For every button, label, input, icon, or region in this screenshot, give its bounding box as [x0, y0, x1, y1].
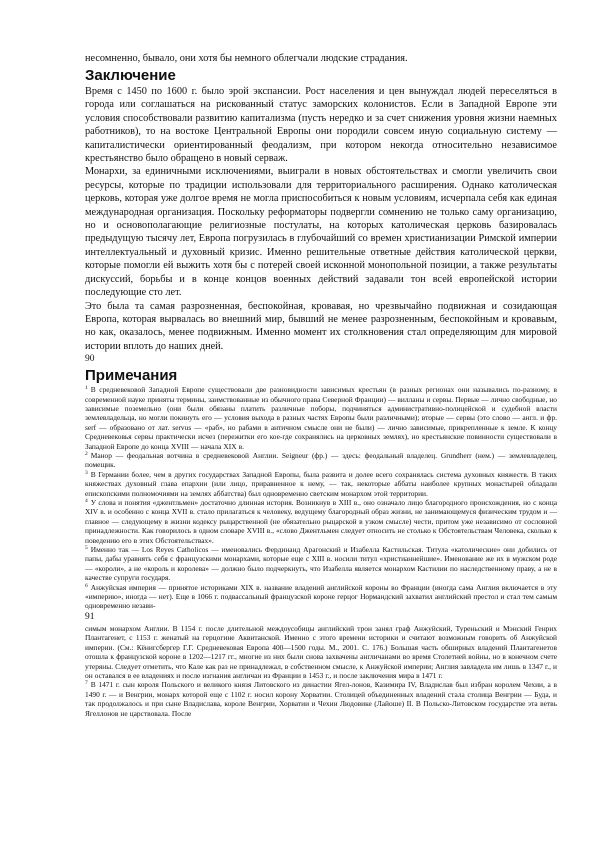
note-text: Именно так — Los Reyes Catholicos — именовались Фердинанд Арагонский и Изабелла Кастильская. Титула «католические» они добились от папы, дабы уравнять себя с французскими монархами, которые еще с XIII в. носили титул «христианнейшие». Именование же их в мужском роде — «короли», а не «король и королева» — должно было подчеркнуть, что Изабелла является монархом Кастилии по наследственному праву, а не в качестве супруги государя. — [85, 545, 557, 583]
conclusion-paragraph-1: Время с 1450 по 1600 г. было эрой экспансии. Рост населения и цен вынуждал людей переселяться в города или соглашаться на рискованный статус заморских колонистов. Если в Западной Европе эти условия способствовали развитию капитализма (пусть нередко и за счет снижения уровня жизни наемных работников), то на востоке Центральной Европы они породили совсем иную социальную систему — капиталистически ориентированный феодализм, при котором некогда относительно независимое крестьянство было обращено в новый серваж. — [85, 86, 557, 165]
note-7 — [85, 680, 557, 718]
note-number: 2 — [85, 450, 88, 457]
page-number-91: 91 — [85, 611, 95, 622]
note-text: У слова и понятия «джентльмен» достаточно длинная история. Возникнув в XIII в., оно означало лицо благородного происхождения, но с конца XIV в. и особенно с конца XVII в. стало прилагаться к человеку, ведущему благородный образ жизни, не занимающемуся физическим трудом и — главное — следующему в жизни кодексу рыцарственной (не обязательно рыцарской в узком смысле) чести, притом уже независимо от сословной принадлежности. Как говорилось в одном словаре XVIII в., «слово Джентльмен следует относить не столько к Обстоятельствам Человека, сколько к поведению его в этих Обстоятельствах». — [85, 498, 557, 545]
note-text: В средневековой Западной Европе существовали две разновидности зависимых крестьян (в разных регионах они назывались по-разному, в современной науке приняты термины, заимствованные из обычного права Северной Франции) — вилланы и сервы. Первые — лично свободные, но зависимые поземельно (они были обязаны платить различные поборы, подчиняться административно-полицейской и судебной власти землевладельца, но могли покинуть его — условия выхода в разных частях Европы были различными); вторые — сервы (это слово — англ. и фр. serf — образовано от лат. servus — «раб», но рабами в античном смысле они не были) — лично зависимые, прикрепленные к земле. К концу Средневековья сервы практически исчез (пережитки его кое-где сохранялись на церковных землях), но крестьянские повинности существовали в Западной Европе до конца XVIII — начала XIX в. — [85, 385, 557, 451]
page-number-90: 90 — [85, 354, 95, 365]
note-6-continuation: симым монархом Англии. В 1154 г. после длительной междоусобицы английский трон занял граф Анжуйский, Туреньский и Мэнский Генрих Плантагенет, с 1153 г. женатый на герцогине Аквитанской. Именно с этого времени историки и считают возможным говорить об Анжуйской империи. (См.: Кёнигсбергер Г.Г. Средневековая Европа 400—1500 годы. М., 2001. С. 176.) Большая часть обширных владений Плантагенетов отошла к французской короне в 1202—1217 гг., многие из них были снова захвачены англичанами во время Столетней войны, но в конечном счете утеряны. Следует отметить, что Кале как раз не принадлежал, в собственном смысле, к Анжуйской империи; Англия завладела им лишь в 1347 г., и он оставался в ее владениях и после изгнания англичан из Франции в 1453 г., и после заключения мира в 1471 г. — [85, 623, 557, 680]
note-number: 4 — [85, 498, 88, 504]
note-text: Анжуйская империя — принятое историками XIX в. название владений английской короны во Франции (иногда сама Англия включается в эту «империю», иногда — нет). Еще в 1066 г. подвассальный французской короне герцог Нормандский захватил английский престол и стал тем самым одновременно незави- — [85, 582, 557, 611]
document-page — [85, 52, 557, 718]
note-3 — [85, 470, 557, 498]
notes-heading: Примечания — [85, 367, 178, 385]
conclusion-paragraph-3: Это была та самая разрозненная, беспокойная, кровавая, но чрезвычайно подвижная и созидающая Европа, которая вырвалась во внешний мир, бывший не менее разрозненным, беспокойным и кровавым, но как, оказалось, менее подвижным. Именно момент их столкновения стал определяющим для мировой истории вплоть до наших дней. — [85, 300, 557, 352]
note-4 — [85, 498, 557, 545]
conclusion-paragraph-2: Монархи, за единичными исключениями, выиграли в новых обстоятельствах и смогли увеличить свои ресурсы, которые по традиции использовали для территориального расширения. Однако католическая церковь, которая уже долгое время не могла приспособиться к новым условиям, исчерпала себя как единая международная организация. Поскольку реформаторы подвергли сомнению не только саму организацию, но и основополагающие религиозные постулаты, на которых католическая церковь базировалась предыдущую тысячу лет, Европа погрузилась в глубочайший со времен христианизации Римской империи интеллектуальный и духовный кризис. Именно решительные ответные действия католической церкви, которые помогли ей выжить хотя бы с потерей своей исконной монопольной позиции, а также результаты дискуссий, борьбы и в конце концов военных действий задавали тон всей европейской истории последующие сто лет. — [85, 166, 557, 299]
note-2 — [85, 451, 557, 470]
note-text: В 1471 г. сын короля Польского и великого князя Литовского из династии Ягел-лонов, Казимира IV, Владислав был избран королем Чехии, а в 1490 г. — и Венгрии, монарх которой еще с 1102 г. носил корону Хорватии. Столицей объединенных владений стала столица Венгрии — Буда, и так продолжалось и при сыне Владислава, короле Венгрии, Хорватии и Чехии Людовике (Лайоше) II. В Польско-Литовском государстве эта ветвь Ягеллонов не царствовала. После — [85, 680, 557, 718]
conclusion-heading: Заключение — [85, 67, 176, 84]
note-6 — [85, 583, 557, 611]
notes-list — [85, 385, 557, 718]
note-number: 1 — [85, 385, 88, 392]
note-number: 7 — [85, 680, 88, 687]
note-number: 5 — [85, 545, 88, 552]
note-text: В Германии более, чем в других государствах Западной Европы, была развита и долее всего сохранялась система духовных княжеств. В таких княжествах духовный глава епархии (или лицо, приравненное к нему, — так, некоторые аббаты наиболее крупных монастырей обладали епископскими полномочиями на землях аббатства) был одновременно светским монархом этой территории. — [85, 469, 557, 498]
note-number: 3 — [85, 469, 88, 476]
note-1 — [85, 385, 557, 451]
note-text: Манор — феодальная вотчина в средневековой Англии. Seigneur (фр.) — здесь: феодальный владелец. Grundherr (нем.) — землевладелец, помещик. — [85, 450, 557, 470]
note-number: 6 — [85, 582, 88, 589]
note-5 — [85, 545, 557, 583]
previous-page-tail: несомненно, бывало, они хотя бы немного облегчали людские страдания. — [85, 53, 408, 64]
